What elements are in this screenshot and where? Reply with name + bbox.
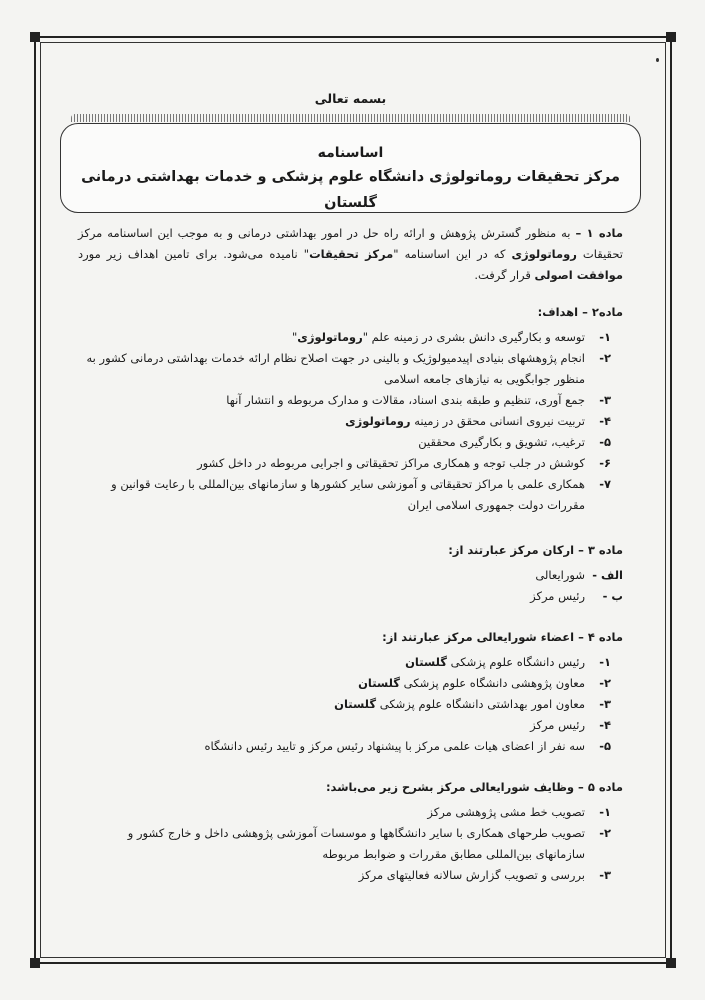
list-item bbox=[78, 652, 611, 673]
item-text: تربیت نیروی انسانی محقق در زمینه bbox=[414, 414, 585, 428]
item-text: تصویب خط مشی پژوهشی مرکز bbox=[427, 805, 585, 819]
article-1 bbox=[78, 223, 623, 286]
item-text: سه نفر از اعضای هیات علمی مرکز با پیشنهاد رئیس مرکز و تایید رئیس دانشگاه bbox=[204, 739, 585, 753]
item-text: بررسی و تصویب گزارش سالانه فعالیتهای مرکز bbox=[358, 868, 585, 882]
list-item bbox=[78, 390, 611, 411]
article-2-list bbox=[78, 327, 623, 516]
item-number: ۲- bbox=[599, 351, 611, 365]
article-2-heading: ماده۲ – اهداف: bbox=[537, 305, 623, 319]
list-item bbox=[78, 802, 611, 823]
item-number: ۱- bbox=[599, 655, 611, 669]
list-item bbox=[78, 694, 611, 715]
article-3-list bbox=[78, 565, 623, 607]
list-item bbox=[78, 327, 611, 348]
item-number: ۴- bbox=[599, 414, 611, 428]
basmala-heading: بسمه تعالی bbox=[314, 91, 387, 106]
article-5-list bbox=[78, 802, 623, 886]
article-1-bold: روماتولوژی bbox=[511, 247, 577, 261]
article-3 bbox=[78, 540, 623, 607]
item-number: ۶- bbox=[599, 456, 611, 470]
document-subtitle: مرکز تحقیقات روماتولوژی دانشگاه علوم پزشکی و خدمات بهداشتی درمانی گلستان bbox=[81, 169, 620, 211]
article-1-bold: موافقت اصولی bbox=[534, 268, 623, 282]
item-text: توسعه و بکارگیری دانش بشری در زمینه علم " bbox=[362, 330, 585, 344]
article-4-heading: ماده ۴ – اعضاء شورایعالی مرکز عبارتند از: bbox=[382, 630, 623, 644]
article-3-heading: ماده ۳ – ارکان مرکز عبارتند از: bbox=[448, 543, 623, 557]
item-bold: روماتولوژی bbox=[345, 414, 411, 428]
list-item bbox=[78, 565, 623, 586]
article-1-text: " نامیده می‌شود. برای تامین اهداف زیر مورد bbox=[78, 247, 310, 261]
item-number: ۳- bbox=[599, 393, 611, 407]
item-text: تصویب طرحهای همکاری با سایر دانشگاهها و موسسات آموزشی پژوهشی داخل و خارج کشور و سازمانهای بین‌المللی مطابق مقررات و ضوابط مربوطه bbox=[127, 826, 585, 861]
item-text: رئیس مرکز bbox=[530, 718, 585, 732]
article-5 bbox=[78, 777, 623, 886]
item-number: ۵- bbox=[599, 739, 611, 753]
item-number: ۲- bbox=[599, 826, 611, 840]
title-box bbox=[60, 123, 641, 213]
article-1-text: به منظور گسترش پژوهش و ارائه راه حل در امور بهداشتی درمانی و به موجب این اساسنامه مرکز تحقیقات bbox=[78, 226, 623, 261]
corner-ornament bbox=[666, 958, 676, 968]
item-text: معاون پژوهشی دانشگاه علوم پزشکی bbox=[403, 676, 585, 690]
list-item bbox=[78, 348, 611, 390]
article-4-list bbox=[78, 652, 623, 757]
list-item bbox=[78, 865, 611, 886]
list-item bbox=[78, 411, 611, 432]
item-number: ب - bbox=[602, 589, 623, 603]
list-item bbox=[78, 673, 611, 694]
list-item bbox=[78, 586, 623, 607]
title-hatch-decoration bbox=[71, 114, 630, 122]
item-text: جمع آوری، تنظیم و طبقه بندی اسناد، مقالات و مدارک مربوطه و انتشار آنها bbox=[226, 393, 585, 407]
list-item bbox=[78, 715, 611, 736]
item-text: رئیس مرکز bbox=[530, 589, 585, 603]
item-bold: گلستان bbox=[334, 697, 377, 711]
item-number: ۱- bbox=[599, 805, 611, 819]
corner-ornament bbox=[666, 32, 676, 42]
article-1-text: قرار گرفت. bbox=[474, 268, 531, 282]
item-number: ۲- bbox=[599, 676, 611, 690]
item-text: همکاری علمی با مراکز تحقیقاتی و آموزشی سایر کشورها و سازمانهای بین‌المللی با رعایت قوانین و مقررات دولت جمهوری اسلامی ایران bbox=[111, 477, 585, 512]
article-4 bbox=[78, 627, 623, 757]
item-number: ۱- bbox=[599, 330, 611, 344]
list-item bbox=[78, 736, 611, 757]
list-item bbox=[78, 823, 611, 865]
item-text: شورایعالی bbox=[535, 568, 585, 582]
article-1-bold: مرکز تحقیقات bbox=[309, 247, 394, 261]
item-number: ۷- bbox=[599, 477, 611, 491]
article-5-heading: ماده ۵ – وظایف شورایعالی مرکز بشرح زیر می‌باشد: bbox=[325, 780, 623, 794]
list-item bbox=[78, 474, 611, 516]
item-bold: روماتولوژی bbox=[297, 330, 363, 344]
corner-ornament bbox=[30, 32, 40, 42]
item-number: ۵- bbox=[599, 435, 611, 449]
list-item bbox=[78, 432, 611, 453]
ink-dot bbox=[656, 58, 659, 62]
item-text: رئیس دانشگاه علوم پزشکی bbox=[450, 655, 585, 669]
item-text: انجام پژوهشهای بنیادی اپیدمیولوژیک و بالینی در جهت اصلاح نظام ارائه خدمات بهداشتی درمانی کشور به منظور جوابگویی به نیازهای جامعه اسلامی bbox=[86, 351, 585, 386]
item-bold: گلستان bbox=[358, 676, 400, 690]
item-number: ۳- bbox=[599, 697, 611, 711]
document-title: اساسنامه bbox=[317, 145, 384, 161]
item-text: معاون امور بهداشتی دانشگاه علوم پزشکی bbox=[379, 697, 585, 711]
item-text: کوشش در جلب توجه و همکاری مراکز تحقیقاتی و اجرایی مربوطه در داخل کشور bbox=[197, 456, 585, 470]
article-1-text: که در این اساسنامه " bbox=[393, 247, 506, 261]
item-bold: گلستان bbox=[405, 655, 447, 669]
list-item bbox=[78, 453, 611, 474]
item-number: ۴- bbox=[599, 718, 611, 732]
item-text: ترغیب، تشویق و بکارگیری محققین bbox=[418, 435, 585, 449]
item-number: ۳- bbox=[599, 868, 611, 882]
article-1-label: ماده ۱ – bbox=[575, 226, 623, 240]
document-body bbox=[78, 88, 623, 886]
item-number: الف - bbox=[592, 568, 623, 582]
corner-ornament bbox=[30, 958, 40, 968]
item-text: " bbox=[291, 330, 298, 344]
article-2 bbox=[78, 302, 623, 516]
